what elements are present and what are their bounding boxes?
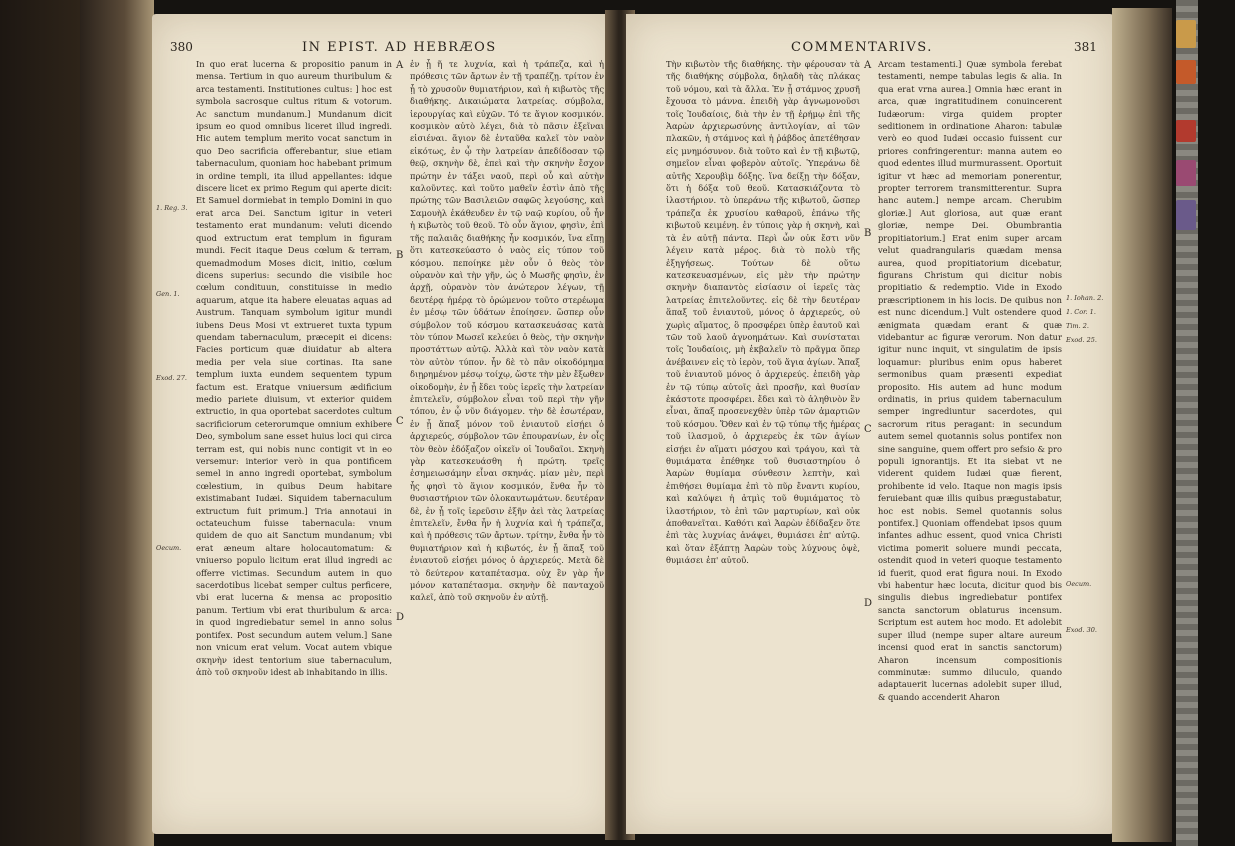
column-letter: A bbox=[864, 60, 872, 71]
margin-note: Exod. 30. bbox=[1066, 626, 1097, 634]
page-number-right: 381 bbox=[1074, 40, 1097, 54]
left-page bbox=[152, 14, 614, 834]
page-edges-left bbox=[80, 0, 154, 846]
greek-column: ἐν ᾗ ἥ τε λυχνία, καὶ ἡ τράπεζα, καὶ ἡ πρόθεσις τῶν ἄρτων ἐν τῇ τραπέζῃ. τρίτον ἐν ᾗ τὸ χρυσοῦν θυμιατήριον, καὶ ἡ κιβωτὸς τῆς διαθήκης. Δικαιώματα λατρείας. σύμβολα, ἱερουργίας καὶ εὐχῶν. Τό τε ἅγιον κοσμικόν. κοσμικὸν αὐτὸ λέγει, διὰ τὸ πᾶσιν ἐξεῖναι εἰσιέναι. ἅγιον δὲ ἐνταῦθα καλεῖ τὸν ναὸν εἰκότως, ἐν ᾧ τὴν λατρείαν ἀπεδίδοσαν τῷ θεῷ, σκηνὴν δὲ, ἐπεὶ καὶ τὴν σκηνὴν ἔσχον πρώτην ἐν τάξει ναοῦ, περὶ οὗ καὶ αὐτὴν καλοῦντες. καὶ τοῦτο μαθεῖν ἐστὶν ἀπὸ τῆς πρώτης τῶν Βασιλειῶν σαφῶς λεγούσης, καὶ Σαμουὴλ ἐκάθευδεν ἐν τῷ ναῷ κυρίου, οὗ ἦν ἡ κιβωτὸς τοῦ θεοῦ. Τὸ οὖν ἅγιον, φησὶν, ἐπὶ τῆς παλαιᾶς διαθήκης ἦν κοσμικόν, ἵνα εἴπῃ ὅτι κατεσκεύαστο ὁ ναὸς εἰς τύπον τοῦ κόσμου. πεποίηκε μὲν οὖν ὁ θεὸς τὸν οὐρανὸν καὶ τὴν γῆν, ὡς ὁ Μωσῆς φησὶν, ἐν ἀρχῇ, οὐρανὸν τὸν ἀνώτερον λέγων, τῇ δευτέρᾳ ἡμέρᾳ τὸ ὁρώμενον τοῦτο στερέωμα ἐν μέσῳ τῶν ὑδάτων ἐποίησεν. ὥσπερ οὖν σύμβολον τοῦ κόσμου κατασκευάσας κατὰ τὸν τύπον Μωσεῖ κελεύει ὁ θεὸς, τὴν σκηνὴν προστάττων αὐτῷ. Ἀλλὰ καὶ τὸν ναὸν κατὰ τὸν αὐτὸν τύπον. ἦν δὲ τὸ πᾶν οἰκοδόμημα διῃρημένον μέσῳ τοίχῳ, ὥστε τὴν μὲν ἔξωθεν οἰκοδομὴν, ἐν ᾗ ἔδει τοὺς ἱερεῖς τὴν λατρείαν ἐπιτελεῖν, σύμβολον εἶναι τοῦ περὶ τὴν γῆν τόπου, ἐν ᾧ νῦν διάγομεν. τὴν δὲ ἐσωτέραν, ἐν ᾗ ἅπαξ μόνον τοῦ ἐνιαυτοῦ εἰσῄει ὁ ἀρχιερεύς, σύμβολον τῶν ἐπουρανίων, ἐν οἷς τὸν θεὸν ἐδόξαζον οἰκεῖν οἱ Ἰουδαῖοι. Σκηνὴ γὰρ κατεσκευάσθη ἡ πρώτη. τρεῖς ἐσημειωσάμην εἶναι σκηνάς. μίαν μὲν, περὶ ἧς φησὶ τὸ ἅγιον κοσμικόν, ἔνθα ἦν τὸ θυσιαστήριον τῶν ὁλοκαυτωμάτων. δευτέραν δὲ, ἐν ᾗ τοῖς ἱερεῦσιν ἐξῆν ἀεὶ τὰς λατρείας ἐπιτελεῖν, ἔνθα ἦν ἡ λυχνία καὶ ἡ τράπεζα, καὶ ἡ πρόθεσις τῶν ἄρτων. τρίτην, ἔνθα ἦν τὸ θυμιατήριον καὶ ἡ κιβωτός, ἐν ᾗ ἅπαξ τοῦ ἐνιαυτοῦ εἰσῄει μόνος ὁ ἀρχιερεύς. Μετὰ δὲ τὸ δεύτερον καταπέτασμα. οὐχ ἓν γὰρ ἦν μόνον καταπέτασμα. σκηνὴν δὲ πανταχοῦ καλεῖ, ἀπὸ τοῦ σκηνοῦν ἐν αὐτῇ. bbox=[410, 59, 604, 603]
margin-note: Exod. 25. bbox=[1066, 336, 1097, 344]
margin-note: Tim. 2. bbox=[1066, 322, 1089, 330]
running-header-right: COMMENTARIVS. bbox=[791, 40, 933, 55]
column-letter: B bbox=[396, 250, 404, 261]
column-letter: D bbox=[864, 598, 873, 609]
margin-note: 1. Reg. 3. bbox=[156, 204, 188, 212]
column-letter: C bbox=[396, 416, 404, 427]
latin-column: Arcam testamenti.] Quæ symbola ferebat testamenti, nempe tabulas legis & alia. In qua erat vrna aurea.] Omnia hæc erant in arca, quæ ingratitudinem conuincerent Iudæorum: virga quidem propter seditionem in ordinatione Aharon: tabulæ verò eo quod Iudæi occasio fuissent cur priores confringerentur: manna autem eo quod edentes illud murmurassent. Oportuit igitur vt hæc ad memoriam ponerentur, propter terrorem transmitterentur. Supra hanc autem.] nempe arcam. Cherubim gloriæ.] Aut gloriosa, aut quæ erant gloriæ, nempe Dei. Obumbrantia propitiatorium.] Erat enim super arcam velut quadrangularis quædam mensa aurea, quod propitiatorium dicebatur, figurans Christum qui dicitur nobis propitiatio & redemptio. Vide in Exodo præscriptionem in his locis. De quibus non est nunc dicendum.] Vult ostendere quod ænigmata quædam erant & quæ videbantur ac figuræ verorum. Non datur igitur nunc inquit, vt singulatim de ipsis loquamur: pluribus enim opus haberet sermonibus quam præsenti expediat proposito. His autem ad hunc modum ordinatis, in prius quidem tabernaculum semper ingrediuntur sacerdotes, qui sacrorum ritus peragant: in secundum autem semel quotannis solus pontifex non sine sanguine, quem offert pro sefsio & pro populi ignorantijs. Et ita siebat vt ne viderent quidem Iudæi quæ fierent, prohibente id velo. Itaque non magis ipsis feruiebant quæ illis quibus prægustabatur, hoc est nobis. Semel quotannis solus pontifex.] Quoniam offendebat ipsos quum infantes adhuc essent, quod vnica Christi victima pomerit soluere mundi peccata, ostendit quod in veteri quoque testamento id fuerit, quod erat figura noui. In Exodo vbi habentur hæc locuta, dicitur quod bis singulis diebus ingrediebatur pontifex sancta sanctorum oblaturus incensum. Scriptum est autem hoc modo. Et adolebit super illud (nempe super altare aureum incensi quod erat in sanctis sanctorum) Aharon incensum compositionis comminutæ: summo diluculo, quando adaptauerit lucernas adolebit super illud, & quando accenderit Aharon bbox=[878, 59, 1062, 702]
column-letter: A bbox=[396, 60, 404, 71]
right-page bbox=[626, 14, 1114, 834]
margin-note: 1. Iohan. 2. bbox=[1066, 294, 1104, 302]
margin-note: Exod. 27. bbox=[156, 374, 187, 382]
color-calibration-strip-right bbox=[1176, 0, 1198, 846]
book-spine-left bbox=[0, 0, 80, 846]
column-letter: B bbox=[864, 228, 872, 239]
margin-note: Gen. 1. bbox=[156, 290, 180, 298]
greek-column: Τὴν κιβωτὸν τῆς διαθήκης. τὴν φέρουσαν τὰ τῆς διαθήκης σύμβολα, δηλαδὴ τὰς πλάκας τοῦ νόμου, καὶ τὰ ἄλλα. Ἐν ᾗ στάμνος χρυσῆ ἔχουσα τὸ μάννα. ἐπειδὴ γὰρ ἀγνωμονοῦσι τοῖς Ἰουδαίοις, διὰ τὴν ἐν τῇ ἐρήμῳ ἐπὶ τῆς Ἀαρὼν ἀρχιερωσύνης ἀντιλογίαν, αἱ τῶν πλακῶν, ἡ στάμνος καὶ ἡ ῥάβδος ἀπετέθησαν εἰς μνημόσυνον. διὰ τοῦτο καὶ ἐν τῇ κιβωτῷ, σημεῖον εἶναι φοβερὸν αὐτοῖς. Ὑπεράνω δὲ αὐτῆς Χερουβὶμ δόξης. ἵνα δείξῃ τὴν δόξαν, ὅτι ἡ δόξα τοῦ θεοῦ. Κατασκιάζοντα τὸ ἱλαστήριον. τὸ ὑπεράνω τῆς κιβωτοῦ, ὥσπερ τράπεζα ἐκ χρυσίου καθαροῦ, ἐπάνω τῆς κιβωτοῦ κειμένη. ἐν τύποις γὰρ ἡ σκηνὴ, καὶ τὰ ἐν αὐτῇ πάντα. Περὶ ὧν οὐκ ἔστι νῦν λέγειν κατὰ μέρος. διὰ τὸ πολὺ τῆς ἐξηγήσεως. Τούτων δὲ οὕτω κατεσκευασμένων, εἰς μὲν τὴν πρώτην σκηνὴν διαπαντὸς εἰσίασιν οἱ ἱερεῖς τὰς λατρείας ἐπιτελοῦντες. εἰς δὲ τὴν δευτέραν ἅπαξ τοῦ ἐνιαυτοῦ, μόνος ὁ ἀρχιερεύς, οὐ χωρὶς αἵματος, ὃ προσφέρει ὑπὲρ ἑαυτοῦ καὶ τῶν τοῦ λαοῦ ἀγνοημάτων. Καὶ συνίσταται τοῖς Ἰουδαίοις, μὴ ἐκβαλεῖν τὸ πρᾶγμα ὅπερ ἀνέβαινεν εἰς τὸ ἱερὸν, τοῦ ἅγια ἁγίων. Ἅπαξ τοῦ ἐνιαυτοῦ μόνος ὁ ἀρχιερεύς. ἐπειδὴ γὰρ ἐν τῷ τύπῳ αὐτοῖς ἀεὶ προσῆν, καὶ θυσίαν ἑκάστοτε προσφέρει. ἔδει καὶ τὸ ἀληθινὸν ἓν εἶναι, ἅπαξ προσενεχθὲν ὑπὲρ τῶν ἁμαρτιῶν τοῦ κόσμου. Ὅθεν καὶ ἐν τῷ τύπῳ τῆς ἡμέρας τοῦ ἱλασμοῦ, ὁ ἀρχιερεὺς ἐκ τῶν ἁγίων εἰσῄει ἐν αἵματι μόσχου καὶ τράγου, καὶ τὰ θυμιάματα ἐπέθηκε τοῦ θυσιαστηρίου ὁ Ἀαρὼν θυμίαμα σύνθεσιν λεπτὴν, καὶ ἐπιθήσει θυμίαμα ἐπὶ τὸ πῦρ ἔναντι κυρίου, καὶ καλύψει ἡ ἀτμὶς τοῦ θυμιάματος τὸ ἱλαστήριον, τὸ ἐπὶ τῶν μαρτυρίων, καὶ οὐκ ἀποθανεῖται. Καθότι καὶ Ἀαρὼν ἐδίδαξεν ὅτε ἐπὶ τὰς λυχνίας ἀνάψει, θυμιάσει ἐπ' αὐτῷ. καὶ ὅταν ἐξάπτῃ Ἀαρὼν τοὺς λύχνους ὀψὲ, θυμιάσει ἐπ' αὐτοῦ. bbox=[666, 59, 860, 566]
margin-note: Oecum. bbox=[1066, 580, 1092, 588]
margin-note: Oecum. bbox=[156, 544, 182, 552]
column-letter: D bbox=[396, 612, 405, 623]
margin-note: 1. Cor. 1. bbox=[1066, 308, 1096, 316]
latin-column: In quo erat lucerna & propositio panum in mensa. Tertium in quo aureum thuribulum & arca testamenti. Institutiones cultus: ] hoc est symbola sacrosque cultus ritum & votorum. Ac sanctum mundanum.] Mundanum dicit ipsum eo quod omnibus liceret illud ingredi. Hic autem templum merito vocat sanctum in quo Deo sacrificia offerebantur, siue etiam tabernaculum, quoniam hoc habebant primum in ordine templi, ita illud appellantes: idque discere licet ex primo Regum qui aperte dicit: Et Samuel dormiebat in templo Domini in quo erat arca Dei. Sanctum igitur in veteri testamento erat mundanum: veluti dicendo quod extructum erat templum in figuram mundi. Fecit itaque Deus cœlum & terram, quemadmodum Moses dicit, initio, cœlum dicens superius: secundo die visibile hoc cœlum condituun, constituisse in medio aquarum, atque ita habere eleuatas aquas ad Austrum. Tanquam symbolum igitur mundi iubens Deus Mosi vt extrueret tuxta typum quendam tabernaculum, præcepit ei dicens: Facies porticum quæ diuidatur ab altera media per vela siue cortinas. Ita sane templum iuxta eundem sequentem typum factum est. Eratque vniuersum ædificium medio pariete diuisum, vt exterior quidem extructio, in qua oportebat sacerdotes cultum sacrificiorum ceterorumque omnium exhibere Deo, symbolum sane esset huius loci qui circa terram est, qui nobis nunc contigit vt in eo versemur: interior verò in qua pontificem semel in anno ingredi oportebat, symbolum cœlestium, in quibus Deum habitare existimabant Iudæi. Siquidem tabernaculum extructum fuit primum.] Tria annotaui in octateuchum fuisse tabernacula: vnum quidem de quo ait Sanctum mundanum; vbi erat æneum altare holocautomatum: & vniuerso populo licitum erat illud ingredi ac offerre victimas. Secundum autem in quo sacerdotibus licebat semper cultus perficere, vbi erat lucerna & mensa ac propositio panum. Tertium vbi erat thuribulum & arca: in quod ingrediebatur semel in anno solus pontifex. Post secundum autem velum.] Sane non vnicum erat velum. Vocat autem vbique σκηνὴν idest tentorium siue tabernaculum, ἀπὸ τοῦ σκηνοῦν idest ab inhabitando in illis. bbox=[196, 59, 392, 677]
page-number-left: 380 bbox=[170, 40, 193, 54]
column-letter: C bbox=[864, 424, 872, 435]
page-edges-right bbox=[1112, 8, 1172, 842]
running-header-left: IN EPIST. AD HEBRÆOS bbox=[302, 40, 497, 55]
